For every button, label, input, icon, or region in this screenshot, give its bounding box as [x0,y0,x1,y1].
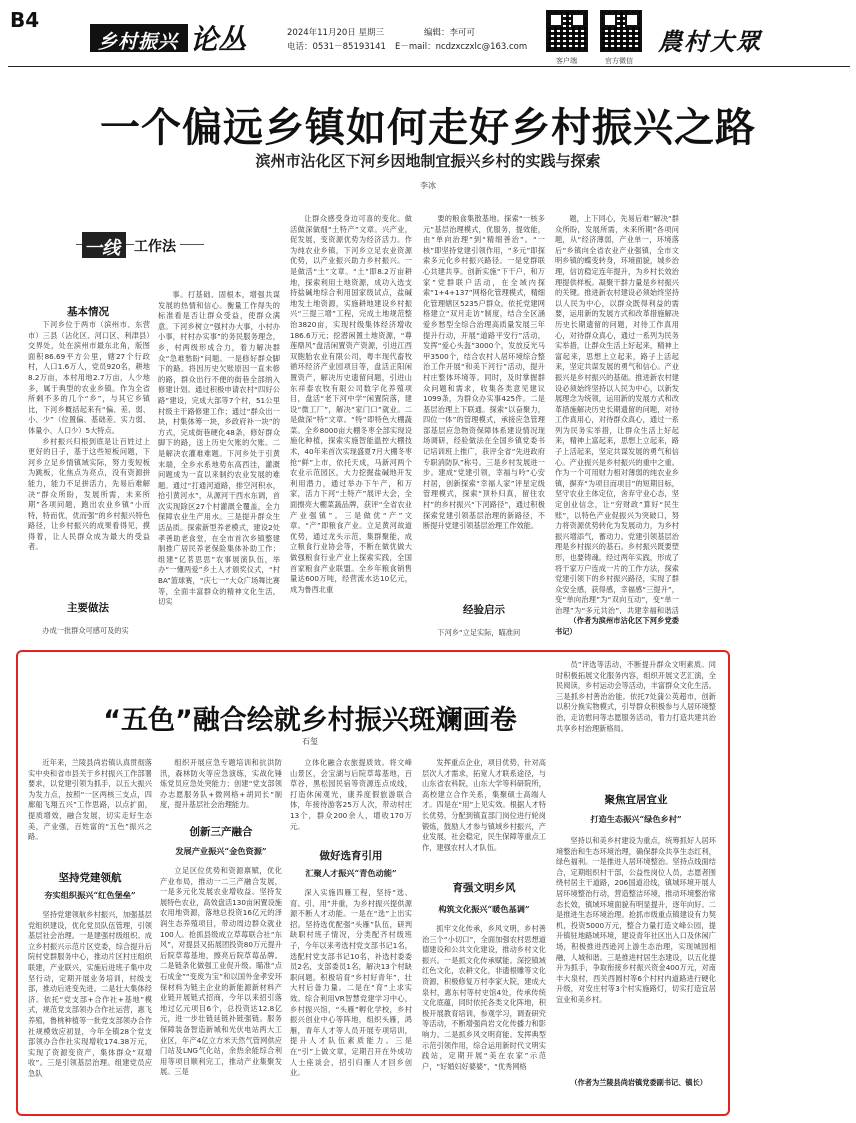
heading-gold: 创新三产融合 [189,826,253,838]
section-title-b: 论丛 [188,18,248,58]
heading-talent: 做好选育引用 [319,850,383,862]
article2-colC [290,888,412,1106]
heading-lessons: 经验启示 [463,604,505,616]
section-title-a: 乡村振兴 [98,31,179,53]
masthead-logo: 農村大眾 [658,27,762,56]
heading-eco: 聚焦宜居宜业 [604,794,668,806]
date-line: 2024年11月20日 星期三 [287,28,384,38]
article1-kicker [76,232,204,258]
qr-label-client: 客户端 [556,57,577,65]
subheading-gold: 发展产业振兴“金色资源” [175,846,267,856]
article1-col3 [290,214,412,640]
page-number: B4 [10,8,40,32]
paragraph: 下河乡“立足实际，瞄准问 [437,628,521,637]
paragraph: 发挥重点企业，项目优势，针对高层次人才需求，拓宽人才联系途径，与山东省农科院，山东大学等科研院所，高校建立合作关系，集聚硕士高端人才。四是在“用”上见实效。根据人才特长优势，分配到镇直部门岗位进行轮岗锻炼，鼓励人才参与镇域乡村振兴，产业发展，社会稳定，民生保障等重点工作，建强农村人才队伍。 [422,758,546,852]
paragraph: 组织开展应急专题培训和抗洪防汛，森林防火等应急演练，实战化锤炼党员应急处突能力；创建“党支部领办志愿服务队+微网格+胡同长”制度，提升基层社会治理能力。 [160,758,282,810]
paragraph: 深入实施四雁工程，坚持“选、育、引、用”并重，为乡村振兴提供源源不断人才动能。一是在“选”上出实招。坚持选优配强“头雁”队伍，研判缺职村班子情况，分类配齐村级班子，今年以来考选村党支部书记1名，选配村党支部书记10名，补选村委委员2名，支部委员1名，解决13个村缺职问题。积极培育“乡村好青年”，壮大村后备力量。二是在“育”上求实效。综合利用VR智慧党建学习中心，乡村振兴馆，“头雁”孵化学校，乡村振兴创业中心等阵地，组织头雁，鸿雁，青年人才等人员开展专项培训，提升人才队伍素质能力。三是在“引”上做文章，定期召开在外成功人士座谈会，招引归雁人才回乡创业。 [290,888,412,1078]
article2-author: 石玺 [302,737,318,746]
article1-col4 [423,214,545,586]
article1-col5 [555,214,679,614]
article1-author: 李冰 [420,181,436,190]
byline: （作者为滨州市沾化区下河乡党委书记） [555,616,679,636]
editor: 编辑：李可可 [424,28,476,38]
header-rule [8,66,850,67]
article2-colB [160,866,282,1106]
article2-colC-top [290,758,412,836]
kicker-text-b: 工作法 [134,236,180,256]
subheading-red: 夯实组织振兴“红色堡垒” [44,890,136,900]
paragraph: 坚持以和美乡村建设为重点，统筹抓好人居环境整治和生态环境治理，确保群众共享生态红利，绿色福利。一是推进人居环境整治。坚持点线面结合，定期组织村干部，公益性岗位人员，志愿者围绕村居主干道路，206国道沿线，镇城环境开展人居环境整治行动，营造整洁环境，推动环境整治常态长效，镇域环境面貌有明显提升，逐年向好。二是推进生态环境治理。抢抓市级重点镇建设有力契机，投资5000万元，整合力量打造文峰公园，提升镇驻地路域环境，建设青年社区出入口及休闲广场，积极推进西逊河上游生态治理，实现城园相融，人城和谐。三是推进村居生态建设，以五化提升为抓手，争取衔接乡村振兴资金400万元，对南丰大泉村，西关西圆村等6个村村内道路进行硬化升级，对安庄村等3个村实施路灯，切实打造宜居宜业和美乡村。 [556,836,716,1004]
article2-byline-box [556,1078,716,1108]
byline: （作者为兰陵县尚岩镇党委副书记、镇长） [570,1078,707,1087]
paragraph: 抓牢文化传承，乡风文明，乡村善治三个“小切口”，全面加强农村思想道德建设和公共文化建设，推动乡村文化振兴。一是抓文化传承赋能。深挖镇域红色文化，农耕文化，非遗根雕等文化资源，积极修复万村李家大院，建成大泉村，惠东村等村史馆4处，传承传统文化底蕴，同时依托各类文化阵地，积极开展教育培训，参观学习，调查研究等活动，不断增强尚岩文化传播力和影响力。二是抓乡风文明育能。发挥典型示范引领作用，综合运用新时代文明实践站，定期开展“美在农家”示范户，“好婚妇好婆婆”，“优秀网格 [422,924,546,1071]
article2-colD [422,924,546,1106]
article1-col1 [28,320,150,560]
article2-headline: “五色”融合绘就乡村振兴斑斓画卷 [103,705,517,736]
paragraph: 要的粮食集散基地。探索“一核多元”基层治理模式，优服务，提效能，由“单向治理”到“精细善治”。“一核”即坚持党建引领作用，“多元”即探索多元化乡村振兴路径。一是党群联心共建共享。创新实施“下干户，和万家”党群联户活动，在全域内探索“1+4+137”网格化管理模式，精细化管理辖区5235户群众。依托党建网格建立“双月走访”制度，结合全区涵爱乡愁型全综合治理高质量发展三年提升行动，开展“道路平安行”活动，发挥“爱心头盔”3000个，发放反光马甲3500个，结合农村人居环境综合整治工作开展“和美下河行”活动，提升村庄整体环境等。同时，及时掌握群众问题和需求，收集各类意见建议1099条，为群众办实事425件。二是基层治理上下联通。探索“以奋聚力，四位一体”的管理模式，承接应急管理部基层应急物资保障体系建设情况现场调研，经验做法在全国乡镇党委书记培训班上推广，获评全省“先进政府专职消防队”称号。三是乡村发展进一步。建成“党建引领，幸福与吟”心安村居，创新探索“幸福人家”评星定级管理模式，探索“顶朴归真，留住农村”的乡村振兴“下河路径”，通过积极探索党建引领基层治理的新路径，不断提升党建引领基层治理工作效能。 [423,214,545,531]
paragraph: 题，上下同心，先易后难”解决“群众所盼，发展所需，未来所期”各项问题，从“经济薄弱，产业单一，环境落后”乡镇向全省农业产业强镇，全市文明乡镇的蝶变转身，环境面貌，城乡治理，信访稳定连年提升，为乡村长效治理提供样板。凝聚干群力量是乡村振兴的关键。推进新农村建设必须始终坚持以人民为中心，以群众既得利益的需要，运用新的发展方式和改革措施解决历史长期遗留的问题，对待工作真用心，对待群众真心，通过一系列为民务实举措，让群众生活上好起来，精神上富起来，思想上立起来，路子上活起来，坚定共谋发展的勇气和信心。产业振兴是乡村振兴的基础。推进新农村建设必须始终坚持以人民为中心，以新发展理念为统领，运用新的发展方式和改革措施解决历史长期遗留的问题，对待工作真用心，对待群众真心，通过一系列为民务实举措，让群众生活上好起来，精神上富起来，思想上立起来，路子上活起来，坚定共谋发展的勇气和信心。产业振兴是乡村振兴的重中之重。作为一个可用财力相对薄弱的纯农业乡镇，摒弃“为项目而项目”的短期目标，坚守农业主体定位，舍弃守业心态，坚定创业信念，让“穷财政”算好“民生账”，以特色产业促振兴为突破口，努力将资源优势转化为发展动力，为乡村振兴增添气，蓄动力。党建引领基层治理是乡村振兴的基石。乡村振兴既要塑形，也要铸魂。经过两年实践，形成了将干家万户连成一片的工作方法，探索党建引领下的乡村振兴路径，实现了群众安全感，获得感，幸福感“三提升”，变“单向治理”为“双向互动”，变“单一治理”为“多元共治”，共建幸福和谐活 [555,214,679,614]
qr-code-client [546,10,588,52]
article1-subheadline: 滨州市沾化区下河乡因地制宜振兴乡村的实践与探索 [255,152,601,170]
paragraph: 事。打基础、固根本，增强共谋发展的热情和信心。衡量工作得失的标准看是否让群众受益，使群众满意。下河乡树立“强村办大事，小村办小事，村村办实事”的务民服务理念，乡，村两级形成合力，着力解决群众“急难愁盼”问题。一是修好群众脚下的路。将因历史欠账原因一直未修的路，群众出行不便的街巷全部纳入修建计划。通过积极申请农村“四好公路”建设，完成大部等7个村，51公里村级主干路修建工作；通过“群众出一块，村集体筹一块，乡政府补一块”的方式，完成街巷硬化48条，修好群众脚下的路，送上历史欠账的欠账。二是解决农灌难难题。下河乡处于引黄末端，全乡水系地势东高西洼，灌溉问题成为一直以来制约农业发展的难题。通过“打通河道路，排空河积水，拾引黄河水”，从源河干西水东调，首次实现除区27个村灌溉全覆盖，全力保障农业生产用水。三是提升群众生活品质。探索新型养老模式，建设2处孝善助老食堂，在全市首次乡镇整建制推广居民养老保险集体补助工作；组建“亿茗思思”农事展演队伍，举办“一懂两爱”乡土人才颁奖仪式，“村BA”篮球赛，“庆七一”大众广场舞比赛等，全面丰富群众的精神文化生活，切实 [158,290,280,607]
paragraph: 下河乡位于两市（滨州市、东营市）三县（沾化区、河口区、利津县）交界处，处在滨州市最东北角，版图面积86.69平方公里，辖27个行政村，人口1.6万人，党员920名，耕地8.2万亩，本村用地2.7万亩，人少地多，属于典型的农业乡镇。作为全省所剩不多的几个“乡”，与其它乡镇比，下河乡概括起来有“偏、差、弱、小、少”（位置偏、基础差、实力弱、体量小、人口少）5大特点。 [28,320,150,435]
subheading-talent: 汇聚人才振兴“青色动能” [305,868,397,878]
subheading-eco: 打造生态振兴“绿色乡村” [590,814,682,824]
heading-basic: 基本情况 [67,306,109,318]
article1-headline: 一个偏远乡镇如何走好乡村振兴之路 [100,105,756,151]
heading-red: 坚持党建领航 [58,872,122,884]
article2-colA [28,910,152,1106]
article2-colE [556,836,716,1076]
paragraph: 员”评选等活动，不断提升群众文明素质。同时积极拓展文化服务内容，组织开展文艺汇演，全民阅读，乡村运动会等活动，丰富群众文化生活。三是抓乡村善治治能。依托7处蒲公英超市，创新以积分换实物模式，引导群众积极参与人居环境整治，走访慰问等志愿服务活动，着力打造共建共治共享乡村治理新格局。 [556,660,716,733]
kicker-text-a: 一线 [84,238,120,259]
paragraph: 坚持党建领航乡村振兴，加强基层党组织建设，优化党员队伍管理，引领基层社会治理。一是建强村级组织。成立乡村振兴示范片区党委，综合提升后院村党群服务中心，推动片区村庄组织联建，产业联兴，实施后进班子集中攻坚行动，定期开展业务培训，村级支部，推动后进变先进。二是壮大集体经济。依托“党支部+合作社+基地”模式，规范党支部领办合作社运营，惠飞养殖，鲁桃种植等一批党支部领办合作社规模效应初显，今年全镇28个党支部领办合作社实现增收174.38万元，实现了资源变资产，集体群众“双增收”。三是引领基层治理。组建党员应急队 [28,910,152,1078]
article1-col2 [158,290,280,640]
paragraph: 近年来，兰陵县尚岩镇认真贯彻落实中央和省市县关于乡村振兴工作部署要求，以党建引领为抓手，以五大振兴为发力点，按照“一区两核三支点，四廊船飞翔五兴”工作思路，以点扩面，提质增效，融合发展，切实走好生态美，产业强，百姓富的“五色”振兴之路。 [28,758,152,842]
qr-label-wechat: 官方微信 [605,57,633,65]
article2-colA-intro [28,758,152,856]
article2-colD-top [422,758,546,864]
heading-main: 主要做法 [67,602,109,614]
email: E－mail：ncdzxczxlc@163.com [395,42,528,52]
heading-warm: 育强文明乡风 [452,882,516,894]
article2-colB-top [160,758,282,812]
qr-code-wechat [600,10,642,52]
article2-colE-top [556,660,716,780]
phone: 电话：0531－85193141 [287,42,386,52]
article1-byline [555,616,679,642]
paragraph: 办成一批群众可感可及的实 [42,626,129,635]
paragraph: 乡村振兴归根到底是让百姓过上更好的日子，基于这些短板问题，下河乡立足乡情镇域实际，努力变短板为跳板，化焦点为亮点，没有资源拼能力，能力不足拼活力，先易后难解决“群众所盼，发展所需，未来所期”各项问题，跑出农业乡镇“小而特，特而优，优而强”的乡村振兴特色路径，让乡村振兴的成果看得见，摸得着，让人民群众成为最大的受益者。 [28,436,150,552]
paragraph: 让群众感受身边可喜的变化。做活做深做细“土特产”文章。兴产业，促发展，变资源优势为经济活力。作为纯农业乡镇，下河乡立足农业资源优势，以产业振兴助力乡村振兴。一是做活“土”文章。“土”即8.2万亩耕地，探索利用土地资源，成功入选支持盐碱地综合利用国家级试点，盐碱地发土地资源，实施耕地建设乡村振兴“三提三增”工程，完成土地规范整治3820亩，实现村级集体经济增收186.6万元；挖潜闲置土地资源，“尊莲鼎风”盘活闲置资产资源，引进江西双胞胎农业有限公司，粤丰现代畜牧循环经济产业园项目等，盘活正阳闲置资产，解决历史遗留问题，引进山东祥泰农牧有限公司数字化养殖项目，盘活“老下河中学”闲置院落，建设“微工厂”，解决“家门口”就业。二是做深“特”文章。“特”即特色大棚蔬菜。全乡8000亩大棚冬枣全部实现设施化种植，探索实施智能温控大棚技术，40年来首次实现盛夏7月大棚冬枣抢“鲜”上市，依托天成，马新河两个农业示范园区，大力挖掘盐碱地开发利用潜力，通过举办下午产，和万家，活力下河“土特产”展评大会，全面擦亮大棚菜蔬品牌，获评“全省农业产业强镇”。三是做优“产”文章。“产”即粮食产业。立足黄河故道优势，通过龙头示范，集群聚能，成立粮食行业协会等，不断在做优做大做强粮食行业产业上探索实践，全国首家粮食产业联盟。全乡年粮食销售量达600万吨，经营流水达10亿元，成为鲁西北重 [290,214,412,594]
article1-col1b [28,626,150,640]
article1-col4b [423,628,545,642]
paragraph: 立体化融合农旅提质效。将文峰山景区，会宝湖与后院草莓基地，百草谷，黑松园民宿等资源连点成线，打造休闲观光，康养度假旅游联合体，年接待游客25万人次，带动村庄13个，群众200余人，增收170万元。 [290,758,412,831]
subheading-warm: 构筑文化振兴“暖色基调” [438,904,530,914]
paragraph: 立足区位优势和资源禀赋，优化产业布局，推动一二三产融合发展，一是多元化发展农业增收益。坚持发展特色农业，高效盘活130亩闲置设施农用地资源，落地总投资16亿元的泽润生态养殖项目，带动周边群众就业100人。抢抓县级成立草莓联合社“东风”，对提县又拓展团投资80万元提升后院草莓基地，擦亮后院草莓品牌。二是链条化做强工业促升级。瞄准“点石成金”“变废为宝”和以国外金孝安环保材料为链主企业的新能源新材料产业链开展链式招商，今年以来招引落地过亿元项目6个，总投资达12.8亿元，进一步壮链延链补链强链。服务保障装备智造新城和光伏电站两大工业区，年产4亿立方米天然气管网供应门站及LNG气化站，余热余能综合利用等项目顺利完工，推动产业集聚发展。三是 [160,866,282,1077]
